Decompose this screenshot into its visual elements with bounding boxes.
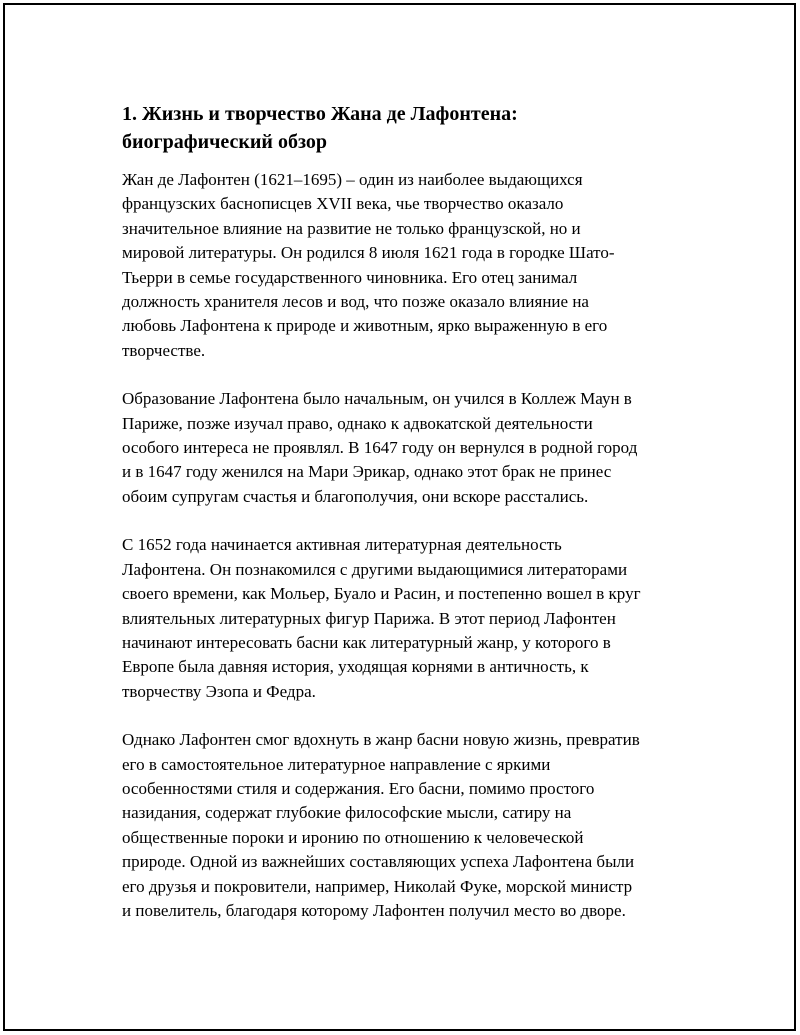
text-line: обоим супругам счастья и благополучия, они вскоре расстались. bbox=[122, 486, 589, 506]
text-line: должность хранителя лесов и вод, что позже оказало влияние на bbox=[122, 292, 589, 312]
section-heading-line: биографический обзор bbox=[122, 131, 327, 153]
text-line: общественные пороки и иронию по отношению к человеческой bbox=[122, 827, 584, 847]
text-line: Лафонтена. Он познакомился с другими выдающимися литераторами bbox=[122, 559, 628, 579]
paragraph-education bbox=[122, 387, 702, 509]
text-line: С 1652 года начинается активная литературная деятельность bbox=[122, 535, 562, 555]
text-line: и в 1647 году женился на Мари Эрикар, однако этот брак не принес bbox=[122, 462, 612, 482]
paragraph-literary-career bbox=[122, 533, 702, 704]
text-line: Европе была давняя история, уходящая корнями в античность, к bbox=[122, 657, 589, 677]
text-line: Однако Лафонтен смог вдохнуть в жанр басни новую жизнь, превратив bbox=[122, 730, 640, 750]
text-line: любовь Лафонтена к природе и животным, ярко выраженную в его bbox=[122, 316, 608, 336]
paragraph-fables-legacy bbox=[122, 728, 702, 923]
text-line: Жан де Лафонтен (1621–1695) – один из наиболее выдающихся bbox=[122, 170, 583, 189]
text-line: особого интереса не проявлял. В 1647 году он вернулся в родной город bbox=[122, 438, 638, 458]
text-line: влиятельных литературных фигур Парижа. В этот период Лафонтен bbox=[122, 608, 616, 628]
text-line: творчеству Эзопа и Федра. bbox=[122, 681, 316, 701]
section-heading bbox=[122, 100, 702, 156]
text-line: значительное влияние на развитие не только французской, но и bbox=[122, 218, 581, 238]
text-line: мировой литературы. Он родился 8 июля 1621 года в городке Шато- bbox=[122, 243, 615, 263]
text-line: Тьерри в семье государственного чиновника. Его отец занимал bbox=[122, 267, 578, 287]
text-line: его в самостоятельное литературное направление с яркими bbox=[122, 754, 551, 774]
paragraph-biography-intro bbox=[122, 168, 702, 363]
text-line: Образование Лафонтена было начальным, он учился в Коллеж Маун в bbox=[122, 389, 632, 409]
text-line: Париже, позже изучал право, однако к адвокатской деятельности bbox=[122, 413, 593, 433]
text-line: творчестве. bbox=[122, 340, 206, 360]
text-line: назидания, содержат глубокие философские мысли, сатиру на bbox=[122, 803, 572, 823]
text-line: и повелитель, благодаря которому Лафонтен получил место во дворе. bbox=[122, 900, 626, 920]
text-line: природе. Одной из важнейших составляющих успеха Лафонтена были bbox=[122, 852, 635, 872]
text-line: его друзья и покровители, например, Николай Фуке, морской министр bbox=[122, 876, 633, 896]
document-body bbox=[122, 100, 702, 947]
text-line: своего времени, как Мольер, Буало и Расин, и постепенно вошел в круг bbox=[122, 584, 641, 604]
page-frame bbox=[3, 3, 796, 1031]
text-line: французских баснописцев XVII века, чье творчество оказало bbox=[122, 194, 564, 214]
section-heading-line: 1. Жизнь и творчество Жана де Лафонтена: bbox=[122, 103, 518, 125]
text-line: начинают интересовать басни как литературный жанр, у которого в bbox=[122, 632, 611, 652]
text-line: особенностями стиля и содержания. Его басни, помимо простого bbox=[122, 778, 595, 798]
